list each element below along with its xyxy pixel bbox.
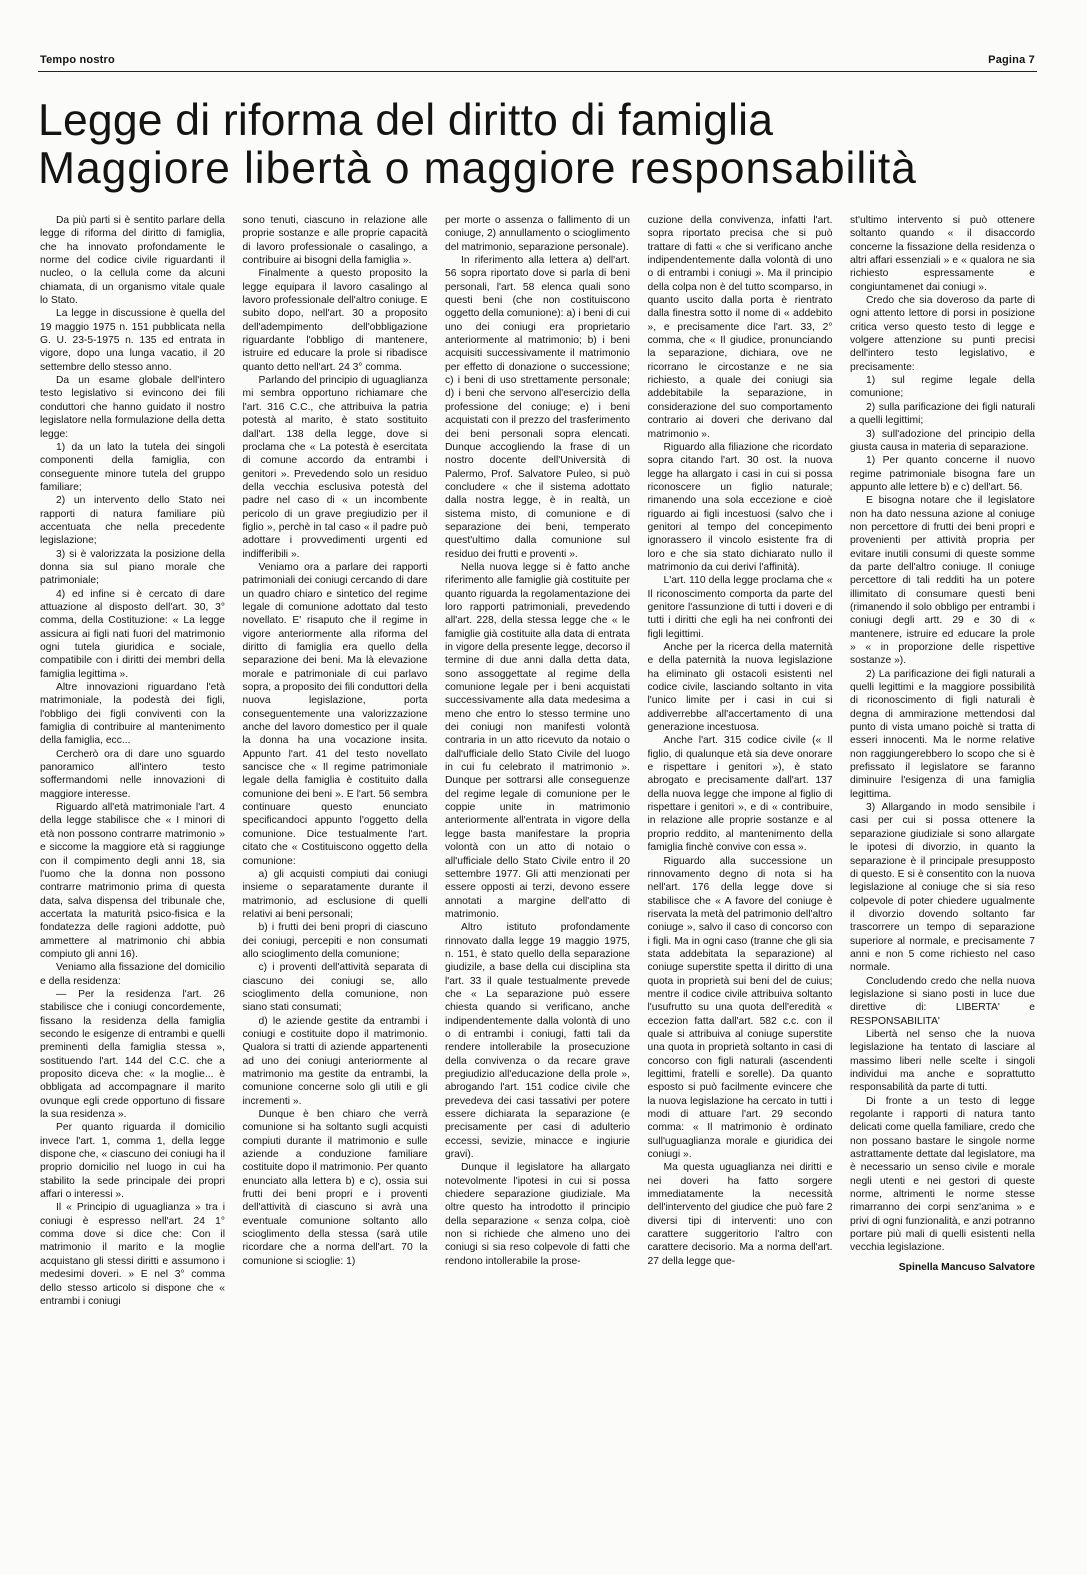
paragraph: 3) sull'adozione del principio della giusta causa in materia di separazione. — [850, 428, 1035, 453]
headline-line-2: Maggiore libertà o maggiore responsabilità — [38, 144, 917, 193]
paragraph: Riguardo alla filiazione che ricordato sopra citando l'art. 30 ost. la nuova legge ha allargato i casi in cui si possa riconoscere un figlio naturale; rimanendo una sola eccezione e cioè riguardo ai figli incestuosi (salvo che i genitori al tempo del concepimento ignorassero il vincolo esistente fra di loro e che sia stato dichiarato nullo il matrimonio da cui derivi l'affinità). — [647, 441, 833, 573]
paragraph: Ma questa uguaglianza nei diritti e nei doveri ha fatto sorgere immediatamente la necessità dell'intervento del giudice che può fare 2 diversi tipi di interventi: uno con carattere suggeritorio l'altro con carattere decisorio. Ma a norma dell'art. 27 della legge que- — [647, 1162, 833, 1267]
paragraph: Veniamo alla fissazione del domicilio e della residenza: — [40, 962, 225, 987]
paragraph: Concludendo credo che nella nuova legislazione si siano posti in luce due direttive di: LIBERTA' e RESPONSABILITA' — [850, 975, 1035, 1027]
paragraph: L'art. 110 della legge proclama che « Il riconoscimento comporta da parte del genitore l'assunzione di tutti i doveri e di tutti i diritti che egli ha nei confronti dei figli legittimi. — [647, 575, 833, 640]
paragraph: Riguardo all'età matrimoniale l'art. 4 della legge stabilisce che « I minori di età non possono contrarre matrimonio » e siccome la maggiore età si raggiunge con il compimento degli anni 18, sia l'uomo che la donna non possono contrarre matrimonio prima di questa data, salva dispensa del tribunale che, accertata la maturità psico-fisica e la fondatezza delle ragioni addotte, può ammettere al matrimonio chi abbia compiuto gli anni 16). — [40, 802, 225, 960]
text-column-4 — [648, 214, 833, 1510]
text-column-2 — [243, 214, 428, 1510]
paragraph: 2) La parificazione dei figli naturali a quelli legittimi e la maggiore possibilità di riconoscimento di figli naturali è degna di ammirazione mettendosi dal punto di vista umano poichè si tratta di esseri innocenti. Ma le norme relative non raggiungerebbero lo scopo che si è prefissato il legislatore se faranno diminuire l'esigenza di una famiglia legittima. — [850, 668, 1035, 800]
paragraph: Nella nuova legge si è fatto anche riferimento alle famiglie già costituite per quanto riguarda la regolamentazione dei loro rapporti patrimoniali, prevedendo all'art. 228, della stessa legge che « le famiglie già costituite alla data di entrata in vigore della presente legge, decorso il termine di due anni dalla detta data, sono assoggettate al regime della comunione legale per i beni acquistati successivamente alla data medesima a meno che entro lo stesso termine uno dei coniugi non manifesti volontà contraria in un atto ricevuto da notaio o dall'ufficiale dello Stato Civile del luogo in cui fu celebrato il matrimonio ». Dunque per sottrarsi alle conseguenze del regime legale di comunione per le coppie unite in matrimonio anteriormente all'entrata in vigore della legge basta manifestare la propria volontà con un atto di notaio o all'ufficiale dello Stato Civile entro il 20 settembre 1977. Gli atti menzionati per essere opposti ai terzi, devono essere annotati a margine dell'atto di matrimonio. — [445, 561, 630, 920]
paragraph: a) gli acquisti compiuti dai coniugi insieme o separatamente durante il matrimonio, ad esclusione di quelli relativi ai beni personali; — [242, 868, 428, 920]
text-column-1 — [40, 214, 225, 1510]
paragraph: Cercherò ora di dare uno sguardo panoramico all'intero testo soffermandomi nelle innovazioni di maggiore interesse. — [40, 748, 225, 800]
author-signature: Spinella Mancuso Salvatore — [898, 1261, 1035, 1273]
paragraph: 3) si è valorizzata la posizione della donna sia sul piano morale che patrimoniale; — [40, 548, 225, 587]
paragraph: E bisogna notare che il legislatore non ha dato nessuna azione al coniuge non percettore di frutti dei beni propri e provenienti per attività propria per evitare inutili consumi di queste somme da parte dell'altro coniuge. Il coniuge percettore di tali redditi ha un potere illimitato di consumare questi beni (rimanendo il solo obbligo per entrambi i coniugi degli artt. 29 e 30 di « mantenere, istruire ed educare la prole » « in proporzione delle rispettive sostanze »). — [850, 495, 1035, 667]
paragraph: 4) ed infine si è cercato di dare attuazione al disposto dell'art. 30, 3° comma, della Costituzione: « La legge assicura ai figli nati fuori del matrimonio ogni tutela giuridica e sociale, compatibile con i diritti dei membri della famiglia legittima ». — [40, 588, 225, 680]
article-body — [40, 214, 1035, 1510]
page-number: Pagina 7 — [988, 54, 1035, 66]
paragraph: cuzione della convivenza, infatti l'art. sopra riportato precisa che si può trattare di fatti « che si verificano anche indipendentemente dalla volontà di uno o di entrambi i coniugi ». Ma il principio della colpa non è del tutto scomparso, in quanto uscito dalla porta è rientrato dalla finestra sotto il nome di « addebito », e precisamente dice l'art. 33, 2° comma, che « Il giudice, pronunciando la separazione, dichiara, ove ne ricorrano le circostanze e ne sia richiesto, a quale dei coniugi sia addebitabile la separazione, in considerazione del suo comportamento contrario ai doveri che derivano dal matrimonio ». — [647, 215, 833, 440]
page-header — [40, 54, 1035, 66]
paragraph: st'ultimo intervento si può ottenere soltanto quando « il disaccordo concerne la fissazione della residenza o altri affari essenziali » e « qualora ne sia richiesto espressamente e congiuntamenet dai coniugi ». — [850, 215, 1035, 293]
paragraph: 2) sulla parificazione dei figli naturali a quelli legittimi; — [850, 401, 1035, 427]
paragraph: 1) Per quanto concerne il nuovo regime patrimoniale bisogna fare un appunto alle lettere b) e c) dell'art. 56. — [850, 455, 1035, 493]
paragraph: 1) da un lato la tutela dei singoli componenti della famiglia, con conseguente minore tutela del gruppo familiare; — [40, 441, 225, 493]
paragraph: Di fronte a un testo di legge regolante i rapporti di natura tanto delicati come quella familiare, credo che non possano bastare le singole norme astrattamente dettate dal legislatore, ma è necessario un senso civile e morale negli utenti e nei gestori di queste norme, altrimenti le norme stesse rimarranno dei corpi senz'anima » e privi di ogni funzionalità, e anzi potranno portare più mali di quelli esistenti nella vecchia legislazione. — [850, 1095, 1035, 1254]
paragraph: 3) Allargando in modo sensibile i casi per cui si possa ottenere la separazione giudiziale si sono allargate le ipotesi di divorzio, in quanto la separazione è il principale presupposto di questo. E si è consentito con la nuova legislazione al coniuge che si sia reso colpevole di poter chiedere ugualmente il divorzio dovendo soltanto far trascorrere un tempo di separazione superiore al normale, e precisamente 7 anni e non 5 come richiesto nel caso normale. — [850, 802, 1035, 974]
paragraph: Credo che sia doveroso da parte di ogni attento lettore di porsi in posizione critica verso questo testo di legge e volgere attenzione su punti precisi dell'intero testo legislativo, e precisamente: — [850, 295, 1035, 373]
text-column-3 — [445, 214, 630, 1510]
paragraph: 2) un intervento dello Stato nei rapporti di natura familiare più accentuata che nella precedente legislazione; — [40, 495, 225, 547]
paragraph: b) i frutti dei beni propri di ciascuno dei coniugi, percepiti e non consumati allo scioglimento della comunione; — [242, 922, 428, 960]
paragraph: Libertà nel senso che la nuova legislazione ha tentato di lasciare al massimo liberi nelle scelte i singoli individui ma anche e soprattutto responsabilità da parte di tutti. — [850, 1028, 1035, 1094]
paragraph: Il « Principio di uguaglianza » tra i coniugi è espresso nell'art. 24 1° comma dove si dice che: Con il matrimonio il marito e la moglie acquistano gli stessi diritti e assumono i medesimi doveri. » E nel 3° comma dello stesso articolo si dispone che « entrambi i coniugi — [40, 1202, 225, 1307]
paragraph: Dunque il legislatore ha allargato notevolmente l'ipotesi in cui si possa chiedere separazione giudiziale. Ma oltre questo ha introdotto il principio della separazione « senza colpa, cioè non si richiede che almeno uno dei coniugi si sia reso colpevole di fatti che rendono intollerabile la prose- — [445, 1162, 630, 1267]
paragraph: 1) sul regime legale della comunione; — [850, 375, 1035, 400]
paragraph: Riguardo alla successione un rinnovamento degno di nota si ha nell'art. 176 della legge dove si stabilisce che « A favore del coniuge è riservata la metà del patrimonio dell'altro coniuge », salvo il caso di concorso con i figli. Ma in ogni caso (tranne che gli sia stata addebitata la separazione) al coniuge superstite spetta il diritto di una quota in proprietà sui beni del de cuius; mentre il codice civile attribuiva soltanto l'usufrutto su una quota dell'eredità « eccezion fatta dall'art. 582 c.c. con il quale si attribuiva al coniuge superstite una quota in proprietà soltanto in casi di concorso con figli naturali (ascendenti legittimi, fratelli e sorelle). Da quanto esposto si può facilmente evincere che la nuova legislazione ha cercato in tutti i modi di attuare l'art. 29 secondo comma: « Il matrimonio è ordinato sull'uguaglianza morale e giuridica dei coniugi ». — [647, 855, 833, 1161]
paragraph: La legge in discussione è quella del 19 maggio 1975 n. 151 pubblicata nella G. U. 23-5-1975 n. 135 ed entrata in vigore, dopo una lunga vacatio, il 20 settembre dello stesso anno. — [40, 308, 225, 373]
header-rule — [38, 71, 1037, 72]
paragraph: Per quanto riguarda il domicilio invece l'art. 1, comma 1, della legge dispone che, « ciascuno dei coniugi ha il proprio domicilio nel luogo in cui ha stabilito la sede principale dei propri affari o interessi ». — [40, 1122, 225, 1201]
paragraph: sono tenuti, ciascuno in relazione alle proprie sostanze e alle proprie capacità di lavoro professionale o casalingo, a contribuire ai bisogni della famiglia ». — [242, 215, 428, 267]
paragraph: Anche l'art. 315 codice civile (« Il figlio, di qualunque età sia deve onorare e rispettare i genitori »), è stato abrogato e precisamente dall'art. 137 della nuova legge che impone al figlio di rispettare i genitori », e di « contribuire, in relazione alle proprie sostanze e al proprio reddito, al mantenimento della famiglia finchè convive con essa ». — [647, 735, 833, 854]
paragraph: c) i proventi dell'attività separata di ciascuno dei coniugi se, allo scioglimento della comunione, non siano stati consumati; — [242, 962, 428, 1014]
paragraph: Altre innovazioni riguardano l'età matrimoniale, la podestà dei figli, l'obbligo dei figli conviventi con la famiglia di contribuire al mantenimento della famiglia, ecc... — [40, 682, 225, 747]
publication-name: Tempo nostro — [40, 54, 115, 66]
text-column-5 — [850, 214, 1035, 1510]
paragraph: Parlando del principio di uguaglianza mi sembra opportuno richiamare che l'art. 316 C.C., che attribuiva la patria potestà al marito, è stato sostituito dall'art. 138 della legge, dove si proclama che « La potestà è esercitata di comune accordo da entrambi i genitori ». Prevedendo solo un residuo della vecchia esclusiva potestà del padre nel caso di « un incombente pericolo di un grave pregiudizio per il figlio », perchè in tal caso « il padre può adottare i provvedimenti urgenti ed indifferibili ». — [242, 375, 428, 560]
article-headline — [38, 97, 1037, 193]
paragraph: Dunque è ben chiaro che verrà comunione si ha soltanto sugli acquisti compiuti durante il matrimonio e sulle aziende a conduzione familiare costituite dopo il matrimonio. Per quanto enunciato alla lettera b) e c), ossia sui frutti dei beni propri e i proventi dell'attività di ciascuno si avrà una eventuale comunione soltanto allo scioglimento della stessa (sarà utile ricordare che a norma dell'art. 70 la comunione si scioglie: 1) — [242, 1109, 428, 1267]
paragraph: Da un esame globale dell'intero testo legislativo si evincono dei fili conduttori che hanno guidato il nostro legislatore nella formulazione della detta legge: — [40, 375, 225, 440]
paragraph: Anche per la ricerca della maternità e della paternità la nuova legislazione ha eliminato gli ostacoli esistenti nel codice civile, lasciando soltanto in vita l'unico limite per i casi in cui si addiverrebbe all'accertamento di una generazione incestuosa. — [647, 642, 833, 734]
paragraph: per morte o assenza o fallimento di un coniuge, 2) annullamento o scioglimento del matrimonio, separazione personale). — [445, 215, 630, 253]
paragraph: Finalmente a questo proposito la legge equipara il lavoro casalingo al lavoro professionale dell'altro coniuge. E subito dopo, nell'art. 30 a proposito dell'adempimento dell'obbligazione riguardante l'obbligo di mantenere, istruire ed educare la prole si ribadisce quanto detto nell'art. 24 3° comma. — [242, 268, 428, 373]
paragraph: Altro istituto profondamente rinnovato dalla legge 19 maggio 1975, n. 151, è stato quello della separazione giudizile, a base della cui disciplina sta l'art. 33 il quale testualmente prevede che « La separazione può essere chiesta quando si verificano, anche indipendentemente dalla volontà di uno o di entrambi i coniugi, fatti tali da rendere intollerabile la prosecuzione della convivenza o da recare grave pregiudizio all'educazione della prole », abrogando l'art. 151 codice civile che prevedeva dei casi tassativi per potere essere dichiarata la separazione (e precisamente per casi di adulterio eccessi, sevizie, minacce e ingiurie gravi). — [445, 922, 630, 1161]
paragraph: Da più parti si è sentito parlare della legge di riforma del diritto di famiglia, che ha innovato profondamente le norme del codice civile riguardanti il nucleo, o la cellula come da alcuni chiamata, di un organismo vitale quale lo Stato. — [40, 215, 225, 307]
paragraph: In riferimento alla lettera a) dell'art. 56 sopra riportato dove si parla di beni personali, l'art. 58 elenca quali sono questi beni (che non costituiscono oggetto della comunione): a) i beni di cui uno dei coniugi era proprietario anteriormente al matrimonio; b) i beni acquisiti successivamente il matrimonio per effetto di donazione o successione; c) i beni di uso strettamente personale; d) i beni che servono all'esercizio della professione del coniuge; e) i beni acquistati con il prezzo del trasferimento dei beni personali sopra elencati. Dunque accogliendo la frase di un nostro docente dell'Università di Palermo, Prof. Salvatore Puleo, si può concludere « che il sistema adottato dalla nostra legge, è in realtà, un sistema misto, di comunione e di separazione dei beni, temperato quest'ultimo dalla comunione sul residuo dei frutti e proventi ». — [445, 255, 630, 560]
paragraph: d) le aziende gestite da entrambi i coniugi e costituite dopo il matrimonio. Qualora si tratti di aziende appartenenti ad uno dei coniugi anteriormente al matrimonio ma gestite da entrambi, la comunione concerne solo gli utili e gli incrementi ». — [242, 1015, 428, 1107]
paragraph: — Per la residenza l'art. 26 stabilisce che i coniugi concordemente, fissano la residenza della famiglia secondo le esigenze di entrambi e quelli preminenti della famiglia stessa », sostituendo l'art. 144 del C.C. che a proposito diceva che: « la moglie... è obbligata ad accompagnare il marito ovunque egli crede opportuno di fissare la sua residenza ». — [40, 988, 225, 1121]
headline-line-1: Legge di riforma del diritto di famiglia — [38, 96, 774, 145]
paragraph: Veniamo ora a parlare dei rapporti patrimoniali dei coniugi cercando di dare un quadro chiaro e sintetico del regime legale di comunione adottato dal testo novellato. E' risaputo che il regime in vigore anteriormente alla riforma del diritto di famiglia era quello della separazione dei beni. Ma là elevazione morale e patrimoniale di cui parlavo sopra, a proposito dei fili conduttori della nuova legislazione, porta conseguentemente una valorizzazione anche del lavoro domestico per il quale la donna ha una vocazione insita. Appunto l'art. 41 del testo novellato sancisce che « Il regime patrimoniale legale della famiglia è costituito dalla comunione dei beni ». E l'art. 56 sembra continuare questo enunciato specificandoci appunto l'oggetto della comunione. Dice testualmente l'art. citato che « Costituiscono oggetto della comunione: — [242, 561, 428, 867]
